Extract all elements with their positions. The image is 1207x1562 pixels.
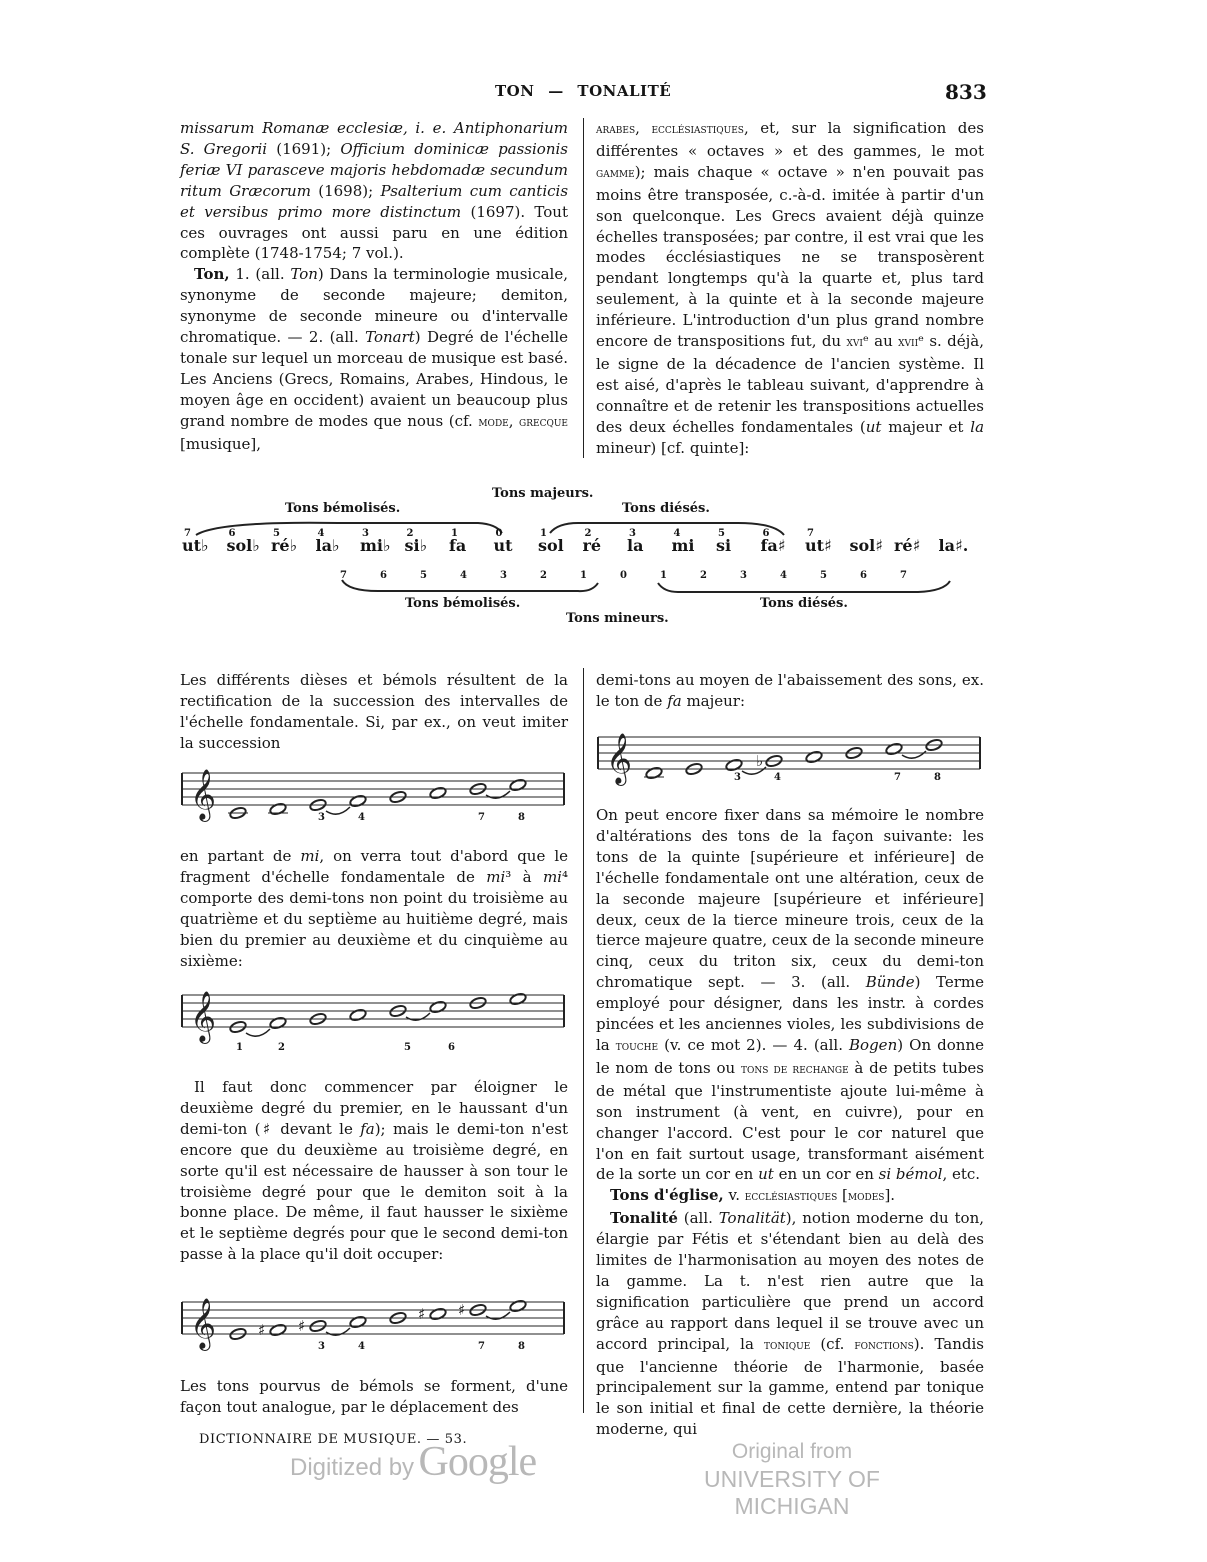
paragraph-tons-pourvus: Les tons pourvus de bémols se forment, d'une façon tout analogue, par le déplacement des xyxy=(180,1377,568,1416)
whole-note xyxy=(349,1008,367,1022)
key-14 xyxy=(805,528,832,555)
whole-note xyxy=(349,794,367,808)
minor-degree: 3 xyxy=(740,570,747,581)
digitized-by-google-watermark xyxy=(290,1438,536,1486)
degree-number: 6 xyxy=(448,1042,455,1053)
whole-note xyxy=(509,778,527,792)
degree-number: 8 xyxy=(518,812,525,823)
column-left-middle xyxy=(180,846,568,971)
key-degree: 1 xyxy=(451,528,458,539)
staff-3-degrees xyxy=(178,1341,570,1355)
key-name: sol♯ xyxy=(849,536,883,555)
key-names-row xyxy=(178,528,998,566)
sharp-icon: ♯ xyxy=(258,1321,266,1339)
key-10 xyxy=(627,528,644,555)
slur xyxy=(246,1029,270,1036)
key-degree: 7 xyxy=(184,528,191,539)
key-degree: 3 xyxy=(362,528,369,539)
digitized-by-text: Digitized by xyxy=(290,1454,415,1481)
degree-number: 3 xyxy=(318,1341,325,1352)
whole-note xyxy=(269,1016,287,1030)
key-name: la♭ xyxy=(315,536,340,555)
key-name: sol♭ xyxy=(226,536,260,555)
header-title-right: TONALITÉ xyxy=(577,82,672,100)
treble-clef-icon: 𝄞 xyxy=(190,769,217,820)
key-0 xyxy=(182,528,209,555)
degree-number: 5 xyxy=(404,1042,411,1053)
paragraph-arabes: arabes, ecclésiastiques, et, sur la signification des différentes « octaves » et des gammes, le mot gamme); mais chaque « octave » n'en pouvait pas moins être transposée, c.-à-d. imitée à partir d'un son quelconque. Les Grecs avaient déjà quinze échelles transposées; par contre, il est vrai que les modes écclésiastiques ne se transposèrent pendant longtemps qu'à la quarte et, plus tard seulement, à la quinte et à la seconde majeure inférieure. L'introduction d'un plus grand nombre encore de transpositions fut, du xviᵉ au xviiᵉ s. déjà, le signe de la décadence de l'ancien système. Il est aisé, d'après le tableau suivant, d'apprendre à connaître et de retenir les transpositions actuelles des deux échelles fondamentales (ut majeur et la mineur) [cf. quinte]: xyxy=(596,119,985,457)
degree-number: 4 xyxy=(358,1341,365,1352)
page-number: 833 xyxy=(945,80,987,104)
column-left-top xyxy=(180,118,568,455)
degree-number: 3 xyxy=(318,812,325,823)
degree-number: 4 xyxy=(358,812,365,823)
key-name: si♭ xyxy=(404,536,428,555)
column-rule-bottom xyxy=(583,668,584,1413)
key-degree: 5 xyxy=(273,528,280,539)
flat-icon: ♭ xyxy=(756,752,764,770)
degree-number: 3 xyxy=(734,772,741,783)
label-sharp-keys-bottom: Tons diésés. xyxy=(760,596,848,611)
minor-degree: 4 xyxy=(780,570,787,581)
key-name: la xyxy=(627,536,644,555)
key-5 xyxy=(404,528,428,555)
key-degree: 3 xyxy=(629,528,636,539)
key-name: ut♭ xyxy=(182,536,209,555)
paragraph-dieses: Les différents dièses et bémols résultent de la rectification de la succession des intervalles de l'échelle fondamentale. Si, par ex., on veut imiter la succession xyxy=(180,671,568,752)
paragraph-il-faut: Il faut donc commencer par éloigner le deuxième degré du premier, en le haussant d'un demi-ton (♯ devant le fa); mais le demi-ton n'est encore que du deuxième au troisième degré, en sorte qu'il est nécessaire de hausser à son tour le troisième degré pour que le demiton soit à la bonne place. De même, il faut hausser le sixième et le septième degrés pour que le second demi-ton passe à la place qu'il doit occuper: xyxy=(180,1078,568,1264)
key-9 xyxy=(582,528,602,555)
header-dash: — xyxy=(548,82,564,100)
key-degree: 2 xyxy=(406,528,414,539)
whole-note xyxy=(429,1307,447,1321)
key-degree: 7 xyxy=(807,528,814,539)
treble-clef-icon: 𝄞 xyxy=(606,733,633,784)
minor-degree: 6 xyxy=(380,570,387,581)
column-right-lower xyxy=(596,805,984,1440)
degree-number: 7 xyxy=(478,1341,485,1352)
degree-number: 4 xyxy=(774,772,781,783)
key-degree: 4 xyxy=(317,528,325,539)
key-degree: 0 xyxy=(495,528,503,539)
key-15 xyxy=(850,536,884,555)
paragraph-on-peut: On peut encore fixer dans sa mémoire le nombre d'altérations des tons de la façon suivante: les tons de la quinte [supérieure et inférieure] de l'échelle fondamentale ont une altération, ceux de la seconde majeure [supérieure et inférieure] deux, ceux de la tierce mineure trois, ceux de la tierce majeure quatre, ceux de la seconde mineure cinq, ceux du triton six, ceux du demi-ton chromatique sept. — 3. (all. Bünde) Terme employé pour désigner, dans les instr. à cordes pincées et les anciennes violes, les subdivisions de la touche (v. ce mot 2). — 4. (all. Bogen) On donne le nom de tons ou tons de rechange à de petits tubes de métal que l'instrumentiste ajoute lui-même à son instrument (à vent, en cuivre), pour en changer l'accord. C'est pour le cor naturel que l'on en fait surtout usage, transformant aisément de la sorte un cor en ut en un cor en si bémol, etc. xyxy=(596,806,985,1184)
key-7 xyxy=(493,528,513,555)
minor-degree: 6 xyxy=(860,570,867,581)
whole-note xyxy=(805,750,823,764)
sharp-icon: ♯ xyxy=(458,1301,466,1319)
staff-4-degrees xyxy=(594,772,986,786)
paragraph-tons-eglise: Tons d'église, v. ecclésiastiques [modes]. xyxy=(610,1186,896,1205)
google-logo: Google xyxy=(418,1439,537,1485)
label-flat-keys-bottom: Tons bémolisés. xyxy=(405,596,521,611)
degree-number: 7 xyxy=(894,772,901,783)
key-3 xyxy=(315,528,340,555)
footer-dictionary: DICTIONNAIRE DE MUSIQUE. — 53. xyxy=(199,1432,468,1447)
whole-note xyxy=(725,758,743,772)
degree-number: 7 xyxy=(478,812,485,823)
key-2 xyxy=(271,528,298,555)
minor-degree: 1 xyxy=(580,570,587,581)
paragraph-ton-entry: Ton, 1. (all. Ton) Dans la terminologie musicale, synonyme de seconde majeure; demiton, synonyme de seconde mineure ou d'intervalle chromatique. — 2. (all. Tonart) Degré de l'échelle tonale sur lequel un morceau de musique est basé. Les Anciens (Grecs, Romains, Arabes, Hindous, le moyen âge en occident) avaient un beaucoup plus grand nombre de modes que nous (cf. mode, grecque [musique], xyxy=(180,265,568,453)
key-name: fa xyxy=(449,536,467,555)
key-name: ré♯ xyxy=(894,536,921,555)
staff-2-degrees xyxy=(178,1042,570,1056)
treble-clef-icon: 𝄞 xyxy=(190,1298,217,1349)
column-right-bottom xyxy=(596,670,984,712)
minor-degree: 5 xyxy=(420,570,427,581)
key-16 xyxy=(894,536,920,555)
label-flat-keys-top: Tons bémolisés. xyxy=(285,501,401,516)
minor-degree: 0 xyxy=(620,570,627,581)
label-major-keys: Tons majeurs. xyxy=(492,486,594,501)
university-text: UNIVERSITY OF MICHIGAN xyxy=(704,1466,880,1519)
key-1 xyxy=(226,528,260,555)
minor-degree: 7 xyxy=(340,570,347,581)
key-degree: 2 xyxy=(584,528,592,539)
key-13 xyxy=(760,528,786,555)
minor-degree: 2 xyxy=(700,570,707,581)
key-degree: 5 xyxy=(718,528,725,539)
key-degree: 6 xyxy=(228,528,236,539)
key-12 xyxy=(716,528,732,555)
degree-number: 1 xyxy=(236,1042,243,1053)
key-name: sol xyxy=(538,536,564,555)
key-degree: 4 xyxy=(673,528,681,539)
minor-degree: 2 xyxy=(540,570,547,581)
key-name: ut♯ xyxy=(805,536,832,555)
key-name: ré♭ xyxy=(271,536,298,555)
treble-clef-icon: 𝄞 xyxy=(190,991,217,1042)
key-8 xyxy=(538,528,564,555)
minor-degree: 3 xyxy=(500,570,507,581)
key-name: la♯. xyxy=(938,536,969,555)
column-left-bottom xyxy=(180,670,568,754)
header-title-left: TON xyxy=(495,82,535,100)
key-name: ré xyxy=(582,536,602,555)
whole-note xyxy=(349,1315,367,1329)
label-sharp-keys-top: Tons diésés. xyxy=(622,501,710,516)
key-17 xyxy=(939,536,969,555)
whole-note xyxy=(429,1000,447,1014)
paragraph-tonalite: Tonalité (all. Tonalität), notion moderne du ton, élargie par Fétis et s'étendant bien au delà des limites de l'harmonisation au moyen des notes de la gamme. La t. n'est rien autre que la signification particulière que prend un accord grâce au rapport dans lequel il se trouve avec un accord principal, la tonique (cf. fonctions). Tandis que l'ancienne théorie de l'harmonie, basée principalement sur la gamme, entend par tonique le son initial et final de cette dernière, la théorie moderne, qui xyxy=(596,1209,985,1439)
degree-number: 8 xyxy=(934,772,941,783)
column-left-end xyxy=(180,1376,568,1418)
key-name: ut xyxy=(493,536,513,555)
column-right-top xyxy=(596,118,984,459)
minor-degree: 7 xyxy=(900,570,907,581)
column-rule-top xyxy=(583,118,584,458)
paragraph-demi-tons: demi-tons au moyen de l'abaissement des sons, ex. le ton de fa majeur: xyxy=(596,671,984,710)
paragraph-missarum: missarum Romanæ ecclesiæ, i. e. Antiphonarium S. Gregorii (1691); Officium dominicæ passionis feriæ VI parasceve majoris hebdomadæ secundum ritum Græcorum (1698); Psalterium cum canticis et versibus primo more distinctum (1697). Tout ces ouvrages ont aussi paru en une édition complète (1748-1754; 7 vol.). xyxy=(180,119,569,263)
key-4 xyxy=(360,528,391,555)
degree-number: 2 xyxy=(278,1042,285,1053)
sharp-icon: ♯ xyxy=(418,1305,426,1323)
original-from-text: Original from xyxy=(731,1440,853,1463)
minor-degree: 4 xyxy=(460,570,467,581)
degree-number: 8 xyxy=(518,1341,525,1352)
staff-1-degrees xyxy=(178,812,570,826)
whole-note xyxy=(429,786,447,800)
paragraph-partant: en partant de mi, on verra tout d'abord que le fragment d'échelle fondamentale de mi³ à mi⁴ comporte des demi-tons non point du troisième au quatrième et du septième au huitième degré, mais bien du premier au deuxième et du cinquième au sixième: xyxy=(180,847,568,970)
key-11 xyxy=(671,528,695,555)
key-6 xyxy=(449,528,467,555)
whole-note xyxy=(509,1299,527,1313)
whole-note xyxy=(885,742,903,756)
column-left-lower xyxy=(180,1077,568,1265)
whole-note xyxy=(509,992,527,1006)
minor-degree: 1 xyxy=(660,570,667,581)
whole-note xyxy=(269,1323,287,1337)
minor-degree: 5 xyxy=(820,570,827,581)
key-name: si xyxy=(716,536,732,555)
key-name: mi♭ xyxy=(360,536,391,555)
key-name: fa♯ xyxy=(760,536,786,555)
slur xyxy=(902,751,926,758)
running-head xyxy=(495,82,671,100)
music-staff-2 xyxy=(178,985,570,1045)
key-degree: 6 xyxy=(762,528,770,539)
sharp-icon: ♯ xyxy=(298,1317,306,1335)
key-degree: 1 xyxy=(540,528,547,539)
label-minor-keys: Tons mineurs. xyxy=(566,611,669,626)
key-name: mi xyxy=(671,536,695,555)
